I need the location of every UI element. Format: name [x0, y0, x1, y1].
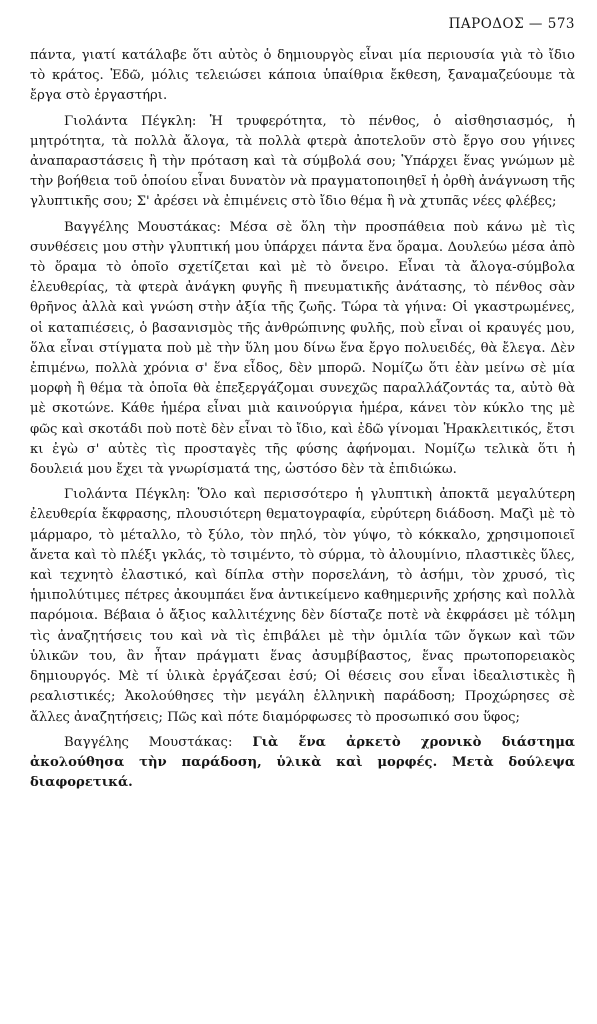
speaker-name: Γιολάντα Πέγκλη: [64, 487, 191, 503]
paragraph-text: Μέσα σὲ ὅλη τὴν προσπάθεια ποὺ κάνω μὲ τὶς συνθέσεις μου στὴν γλυπτική μου ὑπάρχει πάντα ἕνα ὅραμα. Δουλεύω μέσα ἀπὸ τὸ ὅραμα τὸ ὁποῖο σχετίζεται καὶ μὲ τὸ ὄνειρο. Εἶναι τὰ ἄλογα-σύμβολα ἐλευθερίας, τὰ φτερὰ ἀνάγκη φυγῆς ἢ πνευματικῆς ἀνάτασης, τὸ πένθος σὰν θρῆνος ἀλλὰ καὶ γνώση στὴν ἀξία τῆς ζωῆς. Τώρα τὰ γήινα: Οἱ γκαστρωμένες, οἱ καταπιέσεις, ὁ βασανισμὸς τῆς ἀνθρώπινης φυλῆς, ποὺ εἶναι οἱ κραυγές μου, ὅλα εἶναι στίγματα ποὺ μὲ τὴν ὕλη μου δίνω ἕνα ἔργο πολυειδές, θὰ ἔλεγα. Δὲν ἐπιμένω, πολλὰ χρόνια σ' ἕνα εἶδος, δὲν μπορῶ. Νομίζω ὅτι ἐὰν μείνω σὲ μία μορφὴ ἢ θέμα τὰ ὁποῖα θὰ ἐπεξεργάζομαι συνεχῶς παραλλάζοντάς τα, αὐτὸ θὰ μὲ σκοτώνε. Κάθε ἡμέρα εἶναι μιὰ καινούργια ἡμέρα, κάνει τὸν κύκλο της μὲ φῶς καὶ σκοτάδι ποὺ ποτὲ δὲν εἶναι τὸ ἴδιο, καὶ ἐδῶ γίνομαι Ἡρακλειτικός, ἔτσι κι ἐγὼ σ' αὐτὲς τὶς προσταγὲς τῆς φύσης ἀφήνομαι. Νομίζω τελικὰ ὅτι ἡ δουλειά μου ἔχει τὰ γνωρίσματά της, ὡστόσο δὲν τὰ ἐπιδιώκω. [30, 219, 576, 478]
paragraph-question [30, 485, 575, 727]
paragraph-text: πάντα, γιατί κατάλαβε ὅτι αὐτὸς ὁ δημιουργὸς εἶναι μία περιουσία γιὰ τὸ ἴδιο τὸ κράτος. Ἐδῶ, μόλις τελειώσει κάποια ὑπαίθρια ἔκθεση, ξαναμαζεύουμε τὰ ἔργα στὸ ἐργαστήρι. [30, 48, 575, 104]
speaker-name: Βαγγέλης Μουστάκας: [64, 734, 233, 750]
paragraph-text: Γιὰ ἕνα ἀρκετὸ χρονικὸ διάστημα ἀκολούθησα τὴν παράδοση, ὑλικὰ καὶ μορφές. Μετὰ δούλεψα διαφορετικά. [30, 734, 575, 791]
paragraph-question [30, 112, 575, 213]
running-head: ΠΑΡΟΔΟΣ — 573 [448, 16, 575, 32]
paragraph-answer [30, 218, 575, 481]
paragraph-continuation [30, 46, 575, 107]
body-text [30, 46, 575, 793]
speaker-name: Γιολάντα Πέγκλη: [64, 113, 197, 129]
document-page [30, 14, 575, 798]
speaker-name: Βαγγέλης Μουστάκας: [64, 219, 221, 235]
paragraph-text: Ἡ τρυφερότητα, τὸ πένθος, ὁ αἰσθησιασμός, ἡ μητρότητα, τὰ πολλὰ ἄλογα, τὰ πολλὰ φτερὰ ἀποτελοῦν στὸ ἔργο σου γήινες ἀναπαραστάσεις ἢ τὴν πρόταση καὶ τὰ σύμβολά σου; Ὑπάρχει ἕνας γνώμων μὲ τὴν βοήθεια τοῦ ὁποίου εἶναι δυνατὸν νὰ πραγματοποιηθεῖ ἡ ὀρθὴ ἀνάγνωση τῆς γλυπτικῆς σου; Σ' ἀρέσει νὰ ἐπιμένεις στὸ ἴδιο θέμα ἢ νὰ χτυπᾶς νέες φλέβες; [30, 113, 575, 210]
paragraph-answer [30, 733, 575, 794]
paragraph-text: Ὅλο καὶ περισσότερο ἡ γλυπτικὴ ἀποκτᾶ μεγαλύτερη ἐλευθερία ἔκφρασης, πλουσιότερη θεματογραφία, εὐρύτερη διάδοση. Μαζὶ μὲ τὸ μάρμαρο, τὸ μέταλλο, τὸ ξύλο, τὸν πηλό, τὸν γύψο, τὸ κόκκαλο, χρησιμοποιεῖ ἄνετα καὶ τὸ πλέξι γκλάς, τὸ τσιμέντο, τὸ σύρμα, τὸ ἀλουμίνιο, πλαστικὲς ὕλες, καὶ τεχνητὸ ἐλαστικό, καὶ δίπλα στὴν πορσελάνη, τὸ ἀσήμι, τὸν χρυσό, τὶς ἡμιπολύτιμες πέτρες ἀκουμπάει ἕνα ἀντικείμενο καθημερινῆς χρήσης καὶ πολλὰ παρόμοια. Βέβαια ὁ ἄξιος καλλιτέχνης δὲν δίσταζε ποτὲ νὰ ἐκφράσει μὲ τόλμη τὶς ἀναζητήσεις του καὶ νὰ τὶς ἐπιβάλει μὲ τὴν ὁμιλία τῶν ὄγκων καὶ τῶν ὑλικῶν του, ἂν ἦταν πράγματι ἕνας ἀσυμβίβαστος, ἕνας πρωτοπορειακὸς δημιουργός. Μὲ τί ὑλικὰ ἐργάζεσαι ἐσύ; Οἱ θέσεις σου εἶναι ἰδεαλιστικὲς ἢ ρεαλιστικές; Ἀκολούθησες τὴν μεγάλη ἑλληνικὴ παράδοση; Προχώρησες σὲ ἄλλες ἀναζητήσεις; Πῶς καὶ πότε διαμόρφωσες τὸ προσωπικό σου ὕφος; [30, 487, 575, 725]
